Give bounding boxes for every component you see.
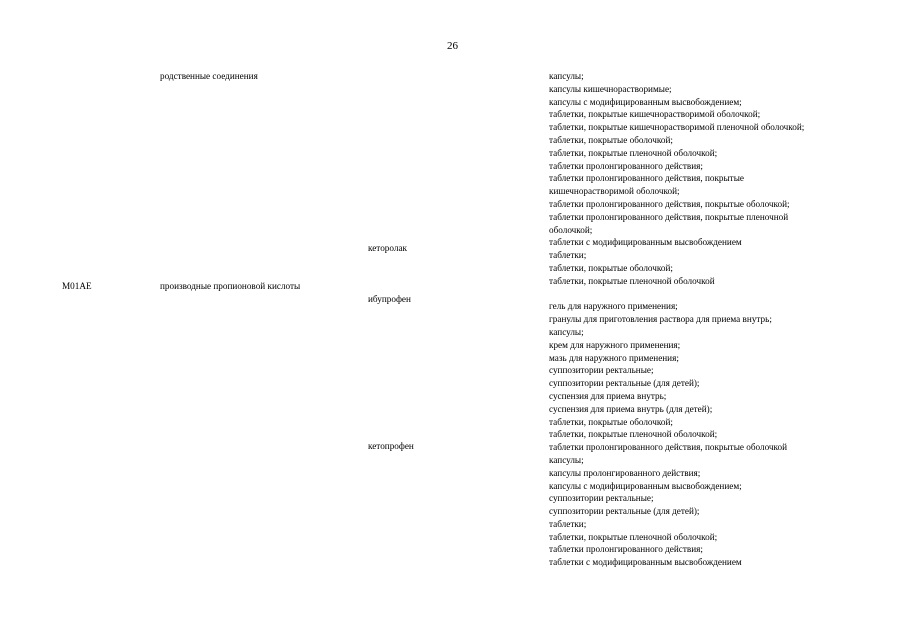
atc-code: M01AE (62, 281, 92, 291)
drug-cell (368, 242, 407, 255)
atc-code-cell (62, 280, 92, 293)
dosage-form: таблетки, покрытые кишечнорастворимой оболочкой; (549, 109, 761, 120)
page-number: 26 (447, 40, 458, 52)
dosage-form: капсулы с модифицированным высвобождением; (549, 480, 742, 491)
drug-name: кетопрофен (368, 441, 414, 451)
dosage-form: таблетки пролонгированного действия, покрытые оболочкой; (549, 198, 790, 209)
dosage-form: мазь для наружного применения; (549, 352, 679, 363)
dosage-form: суппозитории ректальные; (549, 493, 654, 504)
dosage-form: оболочкой; (549, 224, 593, 235)
dosage-form: капсулы пролонгированного действия; (549, 467, 701, 478)
dosage-form: таблетки пролонгированного действия, покрытые пленочной (549, 211, 789, 222)
dosage-form: таблетки пролонгированного действия; (549, 544, 703, 555)
dosage-forms-column (549, 70, 804, 569)
drug-cell (368, 293, 411, 306)
dosage-form: таблетки; (549, 250, 587, 261)
dosage-form: капсулы; (549, 326, 584, 337)
dosage-form: таблетки с модифицированным высвобождением (549, 557, 742, 568)
dosage-form: таблетки, покрытые оболочкой; (549, 262, 673, 273)
dosage-form: таблетки, покрытые оболочкой; (549, 134, 673, 145)
dosage-form: суппозитории ректальные; (549, 365, 654, 376)
dosage-form: таблетки, покрытые пленочной оболочкой (549, 275, 715, 286)
dosage-form: таблетки, покрытые оболочкой; (549, 416, 673, 427)
dosage-form: таблетки, покрытые пленочной оболочкой; (549, 147, 718, 158)
dosage-form: суппозитории ректальные (для детей); (549, 506, 700, 517)
group-cell (160, 70, 258, 83)
dosage-form: таблетки, покрытые пленочной оболочкой; (549, 429, 718, 440)
dosage-form: таблетки пролонгированного действия, покрытые (549, 173, 744, 184)
dosage-form: гель для наружного применения; (549, 301, 678, 312)
dosage-form: суспензия для приема внутрь; (549, 390, 667, 401)
group-name: производные пропионовой кислоты (160, 281, 301, 291)
dosage-form: таблетки пролонгированного действия, покрытые оболочкой (549, 442, 788, 453)
group-cell (160, 280, 300, 293)
dosage-form: таблетки, покрытые пленочной оболочкой; (549, 531, 718, 542)
dosage-form: капсулы с модифицированным высвобождением; (549, 96, 742, 107)
dosage-form: капсулы; (549, 454, 584, 465)
dosage-form: таблетки; (549, 518, 587, 529)
dosage-form: гранулы для приготовления раствора для приема внутрь; (549, 314, 772, 325)
dosage-form: суппозитории ректальные (для детей); (549, 378, 700, 389)
drug-name: кеторолак (368, 243, 407, 253)
dosage-form: таблетки, покрытые кишечнорастворимой пленочной оболочкой; (549, 122, 805, 133)
row-spacer (549, 288, 804, 301)
dosage-form: таблетки пролонгированного действия; (549, 160, 703, 171)
dosage-form: кишечнорастворимой оболочкой; (549, 186, 680, 197)
dosage-form: капсулы; (549, 71, 584, 81)
drug-name: ибупрофен (368, 294, 411, 304)
dosage-form: капсулы кишечнорастворимые; (549, 83, 672, 94)
dosage-form: таблетки с модифицированным высвобождением (549, 237, 742, 248)
dosage-form: крем для наружного применения; (549, 339, 681, 350)
dosage-form: суспензия для приема внутрь (для детей); (549, 403, 713, 414)
group-name: родственные соединения (160, 71, 258, 81)
drug-cell (368, 440, 414, 453)
